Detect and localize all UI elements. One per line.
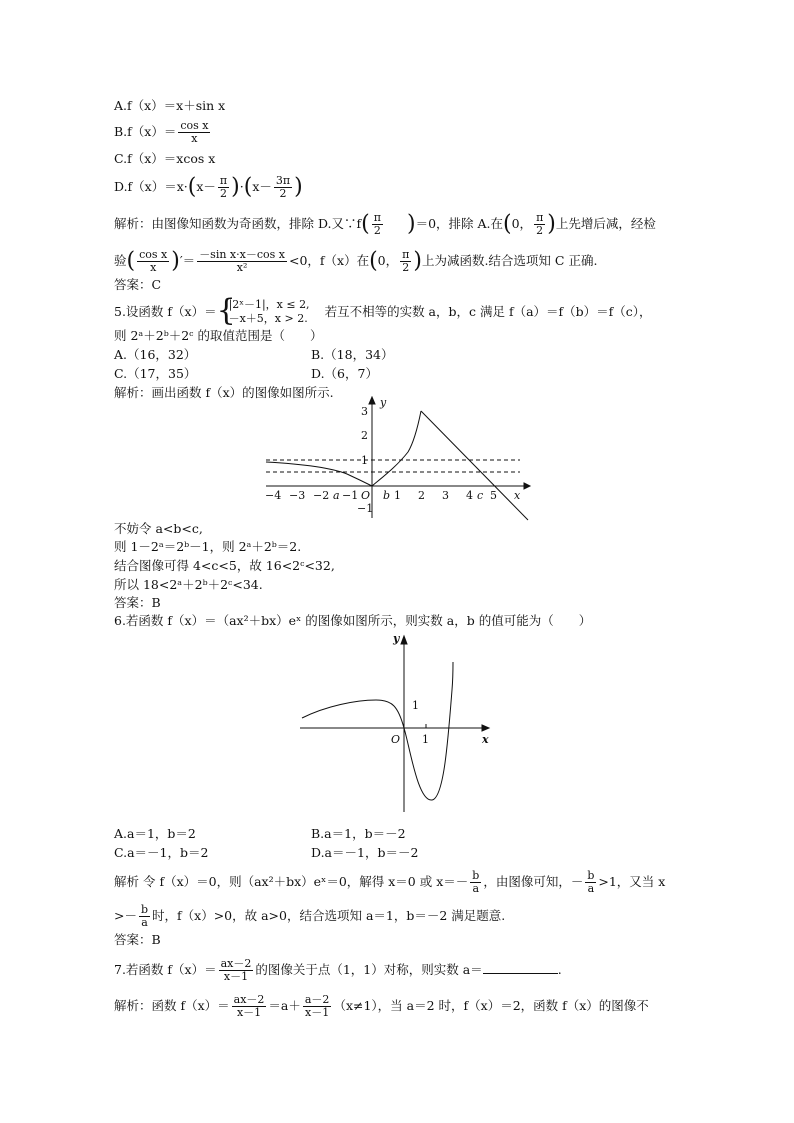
y-axis-label: y [380,396,387,409]
fraction-denominator: x－1 [236,1006,262,1019]
x-axis-arrow [524,483,530,489]
fraction-denominator: 2 [279,187,287,200]
origin-label: O [361,489,371,502]
origin-label: O [391,733,401,746]
y-tick-neg1: −1 [357,502,374,515]
fraction-denominator: a [472,882,480,895]
q4-solution-text: 0， [511,216,533,231]
fraction-numerator: 3π [275,174,291,187]
q6-function-graph [296,630,496,816]
q4-solution-fraction [372,212,383,237]
fraction-denominator: x [150,261,157,274]
x-tick-1: 1 [422,733,429,746]
fraction-denominator: a [141,916,148,929]
q5-function-graph [262,396,532,524]
q5-piece1: |2ˣ－1|，x ≤ 2, [228,297,310,311]
q5-option-d: D.（6，7） [311,366,378,381]
x-tick-1: 1 [394,489,401,502]
q7-solution-fraction [303,994,332,1019]
curve-linear-branch [421,411,528,520]
q6-solution-fraction [139,904,150,929]
q4-solution-fraction [400,249,411,274]
q6-stem: 6.若函数 f（x）＝（ax²＋bx）eˣ 的图像如图所示，则实数 a，b 的值可能为（ ） [114,613,592,628]
q4-solution-text: ＝0，排除 A.在 [415,216,504,231]
q5-solution-line2: 则 1－2ᵃ＝2ᵇ－1，则 2ᵃ＋2ᵇ＝2. [114,539,302,554]
x-tick-neg1: −1 [342,489,359,502]
q7-stem-text: . [557,962,562,977]
q4-option-b-prefix: B.f（x）＝ [114,124,177,139]
point-a-label: a [333,489,340,502]
fraction-numerator: b [140,903,149,916]
q4-option-d-term2: x－ [252,179,272,194]
y-tick-3: 3 [361,405,368,418]
q6-solution-fraction [470,870,481,895]
fraction-numerator: －sin x·x－cos x [199,248,285,261]
q5-stem-line2: 则 2ᵃ＋2ᵇ＋2ᶜ 的取值范围是（ ） [114,328,323,343]
fraction-numerator: b [587,869,595,882]
y-axis-arrow [369,397,375,404]
x-tick-3: 3 [442,489,449,502]
q5-stem-line1 [114,292,652,328]
q6-solution-fraction [585,870,596,895]
q5-piece2: －x＋5，x > 2. [228,311,308,325]
q6-solution-text: 时，f（x）>0，故 a>0，结合选项知 a＝1，b＝－2 满足题意. [152,908,506,923]
function-curve [302,662,453,800]
point-c-label: c [477,489,484,502]
q5-options-row1 [114,347,196,363]
fraction-numerator: a－2 [304,993,330,1006]
q4-answer: 答案：C [114,277,162,292]
x-tick-4: 4 [466,489,473,502]
x-tick-neg2: −2 [313,489,330,502]
q7-stem-fraction [219,958,254,983]
q4-option-d-term1: x－ [196,179,216,194]
x-tick-neg4: −4 [265,489,282,502]
q4-solution-text: ′＝ [179,253,196,268]
fraction-numerator: ax－2 [233,993,265,1006]
q4-solution-fraction [137,249,169,274]
fraction-denominator: 2 [402,261,410,274]
q4-solution-text: 0， [377,253,399,268]
x-axis-arrow [482,725,489,731]
q4-solution-derivative [197,249,287,274]
fraction-denominator: 2 [536,224,544,237]
y-tick-1: 1 [361,454,368,467]
q6-solution-line2 [114,904,505,929]
q5-option-a: A.（16，32） [114,347,197,362]
fraction-denominator: x [191,132,198,145]
fraction-numerator: b [472,869,480,882]
q7-stem-text: 的图像关于点（1，1）对称，则实数 a＝ [255,962,483,977]
q6-option-b: B.a＝1，b＝－2 [311,826,406,841]
curve-middle-branch [372,411,421,486]
q5-stem-text: 5.设函数 f（x）＝ [114,304,217,319]
fraction-denominator: a [587,882,595,895]
q4-solution-text: <0，f（x）在 [288,253,370,268]
q6-answer: 答案：B [114,932,161,947]
q4-solution-text: 解析：由图像知函数为奇函数，排除 D.又∵f [114,216,362,231]
q4-solution-text: 上先增后减，经检 [555,216,656,231]
q5-solution-line1: 不妨令 a<b<c, [114,521,203,536]
q4-solution-line1: 解析：由图像知函数为奇函数，排除 D.又∵f( $\frac{\pi}{2}$ )＝0，排除 A.在(0， $\frac{\pi}{2}$ )上先增后减，经检 [114,211,656,237]
fraction-numerator: cos x [180,119,209,132]
fraction-numerator: ax－2 [220,957,252,970]
q4-option-a: A.f（x）＝x＋sin x [114,98,226,113]
q6-solution-line1 [114,870,665,895]
q4-option-b-fraction [178,120,210,145]
x-axis-label: x [514,489,521,502]
q5-piecewise: { |2ˣ－1|，x ≤ 2, －x＋5，x > 2. [216,292,310,328]
x-axis-label: x [482,733,489,746]
q4-solution-text: 上为减函数.结合选项知 C 正确. [421,253,598,268]
x-tick-2: 2 [418,489,425,502]
fraction-denominator: x－1 [305,1006,330,1019]
q7-solution-line1 [114,994,649,1019]
fraction-numerator: π [219,174,228,187]
q4-option-d-prefix: D.f（x）＝x· [114,179,188,194]
q6-option-a: A.a＝1，b＝2 [114,826,196,841]
q5-answer: 答案：B [114,595,161,610]
q6-option-c: C.a＝－1，b＝2 [114,845,209,860]
q4-solution-line2: 验( $\frac{\text{cos x}}{x}$ )′＝ $\frac{\text{－sin x·x－cos x}}{\text{x²}}$ <0，f（x）在(0， $\frac{\pi}{2}$ )上为减函数.结合选项知 C 正确. [114,248,598,274]
q6-solution-text: ，由图像可知，－ [483,874,584,889]
q7-solution-text: ＝a＋ [268,998,301,1013]
fraction-denominator: x－1 [223,970,249,983]
q6-option-d: D.a＝－1，b＝－2 [311,845,419,860]
q7-stem-text: 7.若函数 f（x）＝ [114,962,217,977]
q4-option-d-dot: · [239,179,244,194]
q4-option-d-fraction1 [218,175,229,200]
q4-option-d-fraction2 [274,175,292,200]
point-b-label: b [383,489,391,502]
q7-stem [114,958,562,983]
q5-solution-intro: 解析：画出函数 f（x）的图像如图所示. [114,385,334,400]
fraction-numerator: π [373,211,381,224]
q7-solution-text: （x≠1），当 a＝2 时，f（x）＝2，函数 f（x）的图像不 [333,998,649,1013]
fraction-denominator: 2 [373,224,381,237]
fraction-numerator: cos x [139,248,168,261]
q5-option-c: C.（17，35） [114,366,197,381]
y-axis-label: y [393,632,400,645]
fraction-numerator: π [536,211,544,224]
y-tick-1: 1 [412,699,419,712]
q7-solution-text: 解析：函数 f（x）＝ [114,998,230,1013]
fraction-numerator: π [402,248,410,261]
x-tick-neg3: −3 [289,489,306,502]
curve-left-branch [266,462,372,486]
answer-blank[interactable] [483,962,558,974]
q6-solution-text: >1，又当 x [598,874,666,889]
q5-solution-line3: 结合图像可得 4<c<5，故 16<2ᶜ<32, [114,558,335,573]
q4-option-b [114,120,212,145]
q6-solution-text: 解析 令 f（x）＝0，则（ax²＋bx）eˣ＝0，解得 x＝0 或 x＝－ [114,874,469,889]
q5-option-b: B.（18，34） [311,347,394,362]
q4-solution-fraction [534,212,545,237]
q5-solution-line4: 所以 18<2ᵃ＋2ᵇ＋2ᶜ<34. [114,577,263,592]
q4-option-d: D.f（x）＝x·(x－ $\frac{\pi}{2}$ )·(x－ $\frac{3\pi}{2}$ ) [114,174,303,200]
q6-solution-text: >－ [114,908,137,923]
q4-solution-text: 验 [114,253,127,268]
y-axis-arrow [401,636,407,644]
fraction-denominator: 2 [220,187,228,200]
q4-option-c: C.f（x）＝xcos x [114,151,216,166]
y-tick-2: 2 [361,429,368,442]
fraction-denominator: x² [236,261,248,274]
q5-stem-text: 若互不相等的实数 a，b，c 满足 f（a）＝f（b）＝f（c）， [324,304,652,319]
q7-solution-fraction [232,994,267,1019]
x-tick-5: 5 [490,489,497,502]
